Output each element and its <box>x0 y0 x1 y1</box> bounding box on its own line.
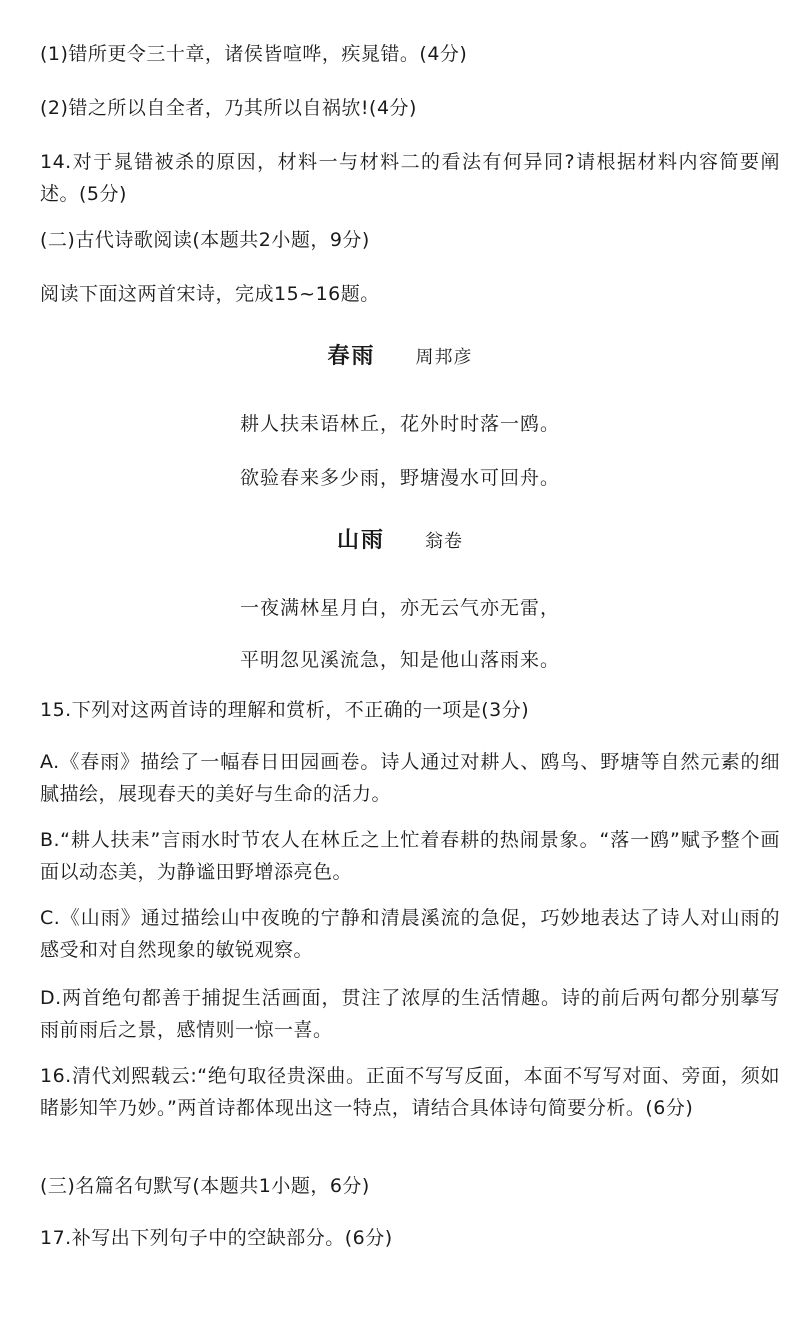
q15-option-c: C.《山雨》通过描绘山中夜晚的宁静和清晨溪流的急促，巧妙地表达了诗人对山雨的感受和对自然现象的敏锐观察。 <box>40 907 780 961</box>
q15-stem: 15.下列对这两首诗的理解和赏析，不正确的一项是(3分) <box>40 699 530 721</box>
q13-item-1: (1)错所更令三十章，诸侯皆喧哗，疾晁错。(4分) <box>40 43 468 65</box>
q15-option-a: A.《春雨》描绘了一幅春日田园画卷。诗人通过对耕人、鸥鸟、野塘等自然元素的细腻描绘，展现春天的美好与生命的活力。 <box>40 751 780 805</box>
q17-text: 17.补写出下列句子中的空缺部分。(6分) <box>40 1227 393 1249</box>
poem-2-line-2: 平明忽见溪流急，知是他山落雨来。 <box>239 649 560 671</box>
section-2-heading: (二)古代诗歌阅读(本题共2小题，9分) <box>40 229 370 251</box>
poem-1-author: 周邦彦 <box>415 347 473 368</box>
poem-2-header <box>0 524 800 558</box>
poem-2-title: 山雨 <box>336 527 385 553</box>
q16-text: 16.清代刘熙载云:“绝句取径贵深曲。正面不写写反面，本面不写写对面、旁面，须如睹影知竿乃妙。”两首诗都体现出这一特点，请结合具体诗句简要分析。(6分) <box>40 1065 780 1119</box>
q13-item-2: (2)错之所以自全者，乃其所以自祸欤!(4分) <box>40 97 417 119</box>
poem-1-title: 春雨 <box>327 343 376 369</box>
poem-1-header <box>0 340 800 374</box>
q14-text: 14.对于晁错被杀的原因，材料一与材料二的看法有何异同?请根据材料内容简要阐述。(5分) <box>40 151 780 205</box>
q15-option-b: B.“耕人扶耒”言雨水时节农人在林丘之上忙着春耕的热闹景象。“落一鸥”赋予整个画面以动态美，为静谧田野增添亮色。 <box>40 829 780 883</box>
section-2-intro: 阅读下面这两首宋诗，完成15~16题。 <box>40 283 380 305</box>
poem-1-line-2: 欲验春来多少雨，野塘漫水可回舟。 <box>239 467 560 489</box>
poem-2-author: 翁卷 <box>425 531 463 552</box>
q15-option-d: D.两首绝句都善于捕捉生活画面，贯注了浓厚的生活情趣。诗的前后两句都分别摹写雨前雨后之景，感情则一惊一喜。 <box>40 987 780 1041</box>
section-3-heading: (三)名篇名句默写(本题共1小题，6分) <box>40 1175 370 1197</box>
poem-1-line-1: 耕人扶耒语林丘，花外时时落一鸥。 <box>239 413 560 435</box>
poem-2-line-1: 一夜满林星月白，亦无云气亦无雷， <box>239 597 560 619</box>
